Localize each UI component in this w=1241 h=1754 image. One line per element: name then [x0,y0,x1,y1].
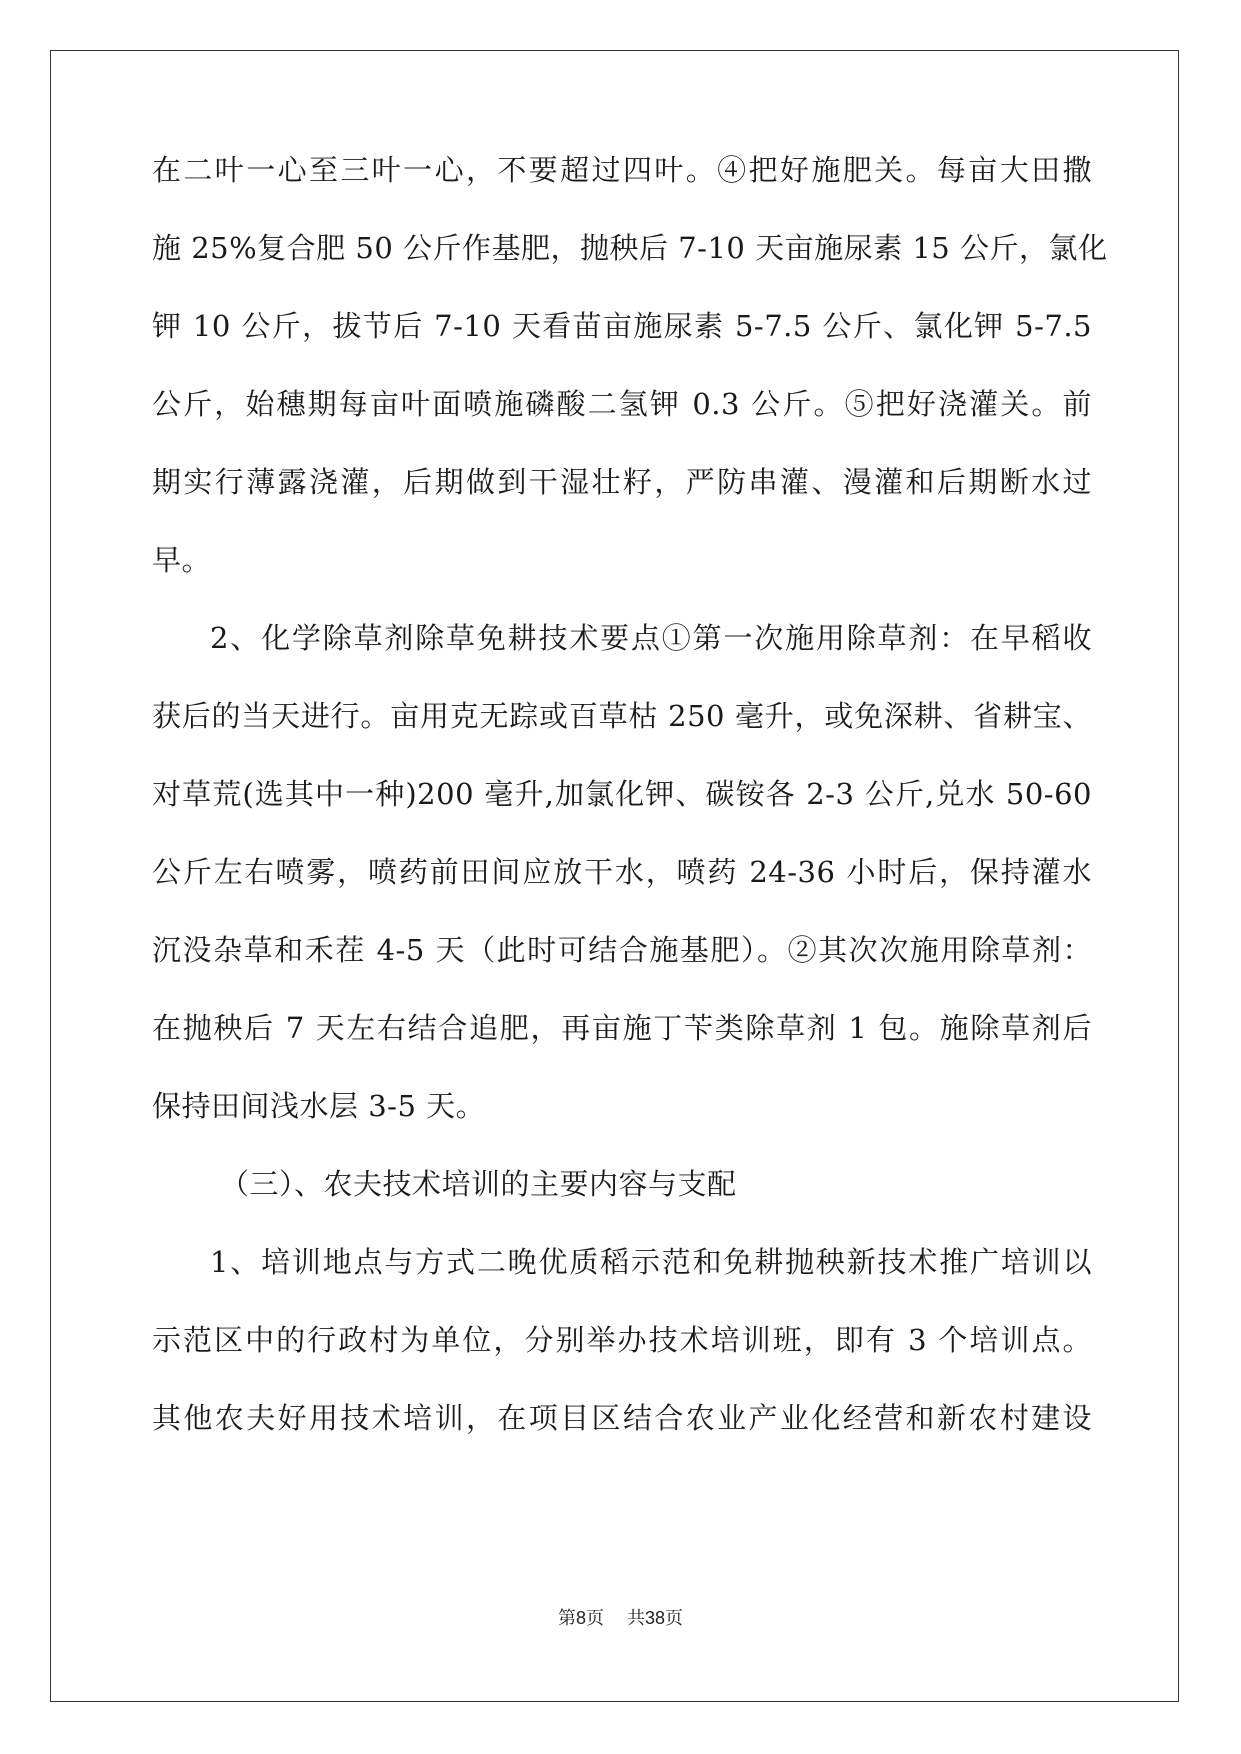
paragraph-line: 沉没杂草和禾茬 4-5 天（此时可结合施基肥）。②其次次施用除草剂： [152,933,1092,967]
page-suffix: 页 [586,1608,605,1629]
page-footer [0,1606,1241,1631]
paragraph-line: 获后的当天进行。亩用克无踪或百草枯 250 毫升，或免深耕、省耕宝、 [152,699,1092,733]
paragraph-line: 在抛秧后 7 天左右结合追肥，再亩施丁苄类除草剂 1 包。施除草剂后 [152,1011,1092,1045]
paragraph-line: 钾 10 公斤，拔节后 7-10 天看苗亩施尿素 5-7.5 公斤、氯化钾 5-7.5 [152,309,1092,343]
paragraph-line: 公斤，始穗期每亩叶面喷施磷酸二氢钾 0.3 公斤。⑤把好浇灌关。前 [152,387,1092,421]
total-prefix: 共 [626,1608,645,1629]
paragraph-line: 施 25%复合肥 50 公斤作基肥，抛秧后 7-10 天亩施尿素 15 公斤，氯化 [152,231,1108,265]
paragraph-line: 示范区中的行政村为单位，分别举办技术培训班，即有 3 个培训点。 [152,1323,1092,1357]
paragraph-line: 2、化学除草剂除草免耕技术要点①第一次施用除草剂：在早稻收 [210,621,1092,655]
section-heading: （三）、农夫技术培训的主要内容与支配 [220,1167,737,1201]
total-suffix: 页 [664,1608,683,1629]
paragraph-line: 在二叶一心至三叶一心，不要超过四叶。④把好施肥关。每亩大田撒 [152,153,1092,187]
paragraph-line: 保持田间浅水层 3-5 天。 [152,1089,486,1123]
paragraph-line: 对草荒(选其中一种)200 毫升,加氯化钾、碳铵各 2-3 公斤,兑水 50-60 [152,777,1092,811]
total-pages: 38 [644,1608,665,1628]
paragraph-line: 其他农夫好用技术培训，在项目区结合农业产业化经营和新农村建设 [152,1401,1092,1435]
page-prefix: 第 [558,1608,577,1629]
page-number: 8 [576,1608,587,1628]
paragraph-line: 早。 [152,543,212,577]
paragraph-line: 期实行薄露浇灌，后期做到干湿壮籽，严防串灌、漫灌和后期断水过 [152,465,1092,499]
paragraph-line: 1、培训地点与方式二晚优质稻示范和免耕抛秧新技术推广培训以 [210,1245,1092,1279]
paragraph-line: 公斤左右喷雾，喷药前田间应放干水，喷药 24-36 小时后，保持灌水 [152,855,1092,889]
